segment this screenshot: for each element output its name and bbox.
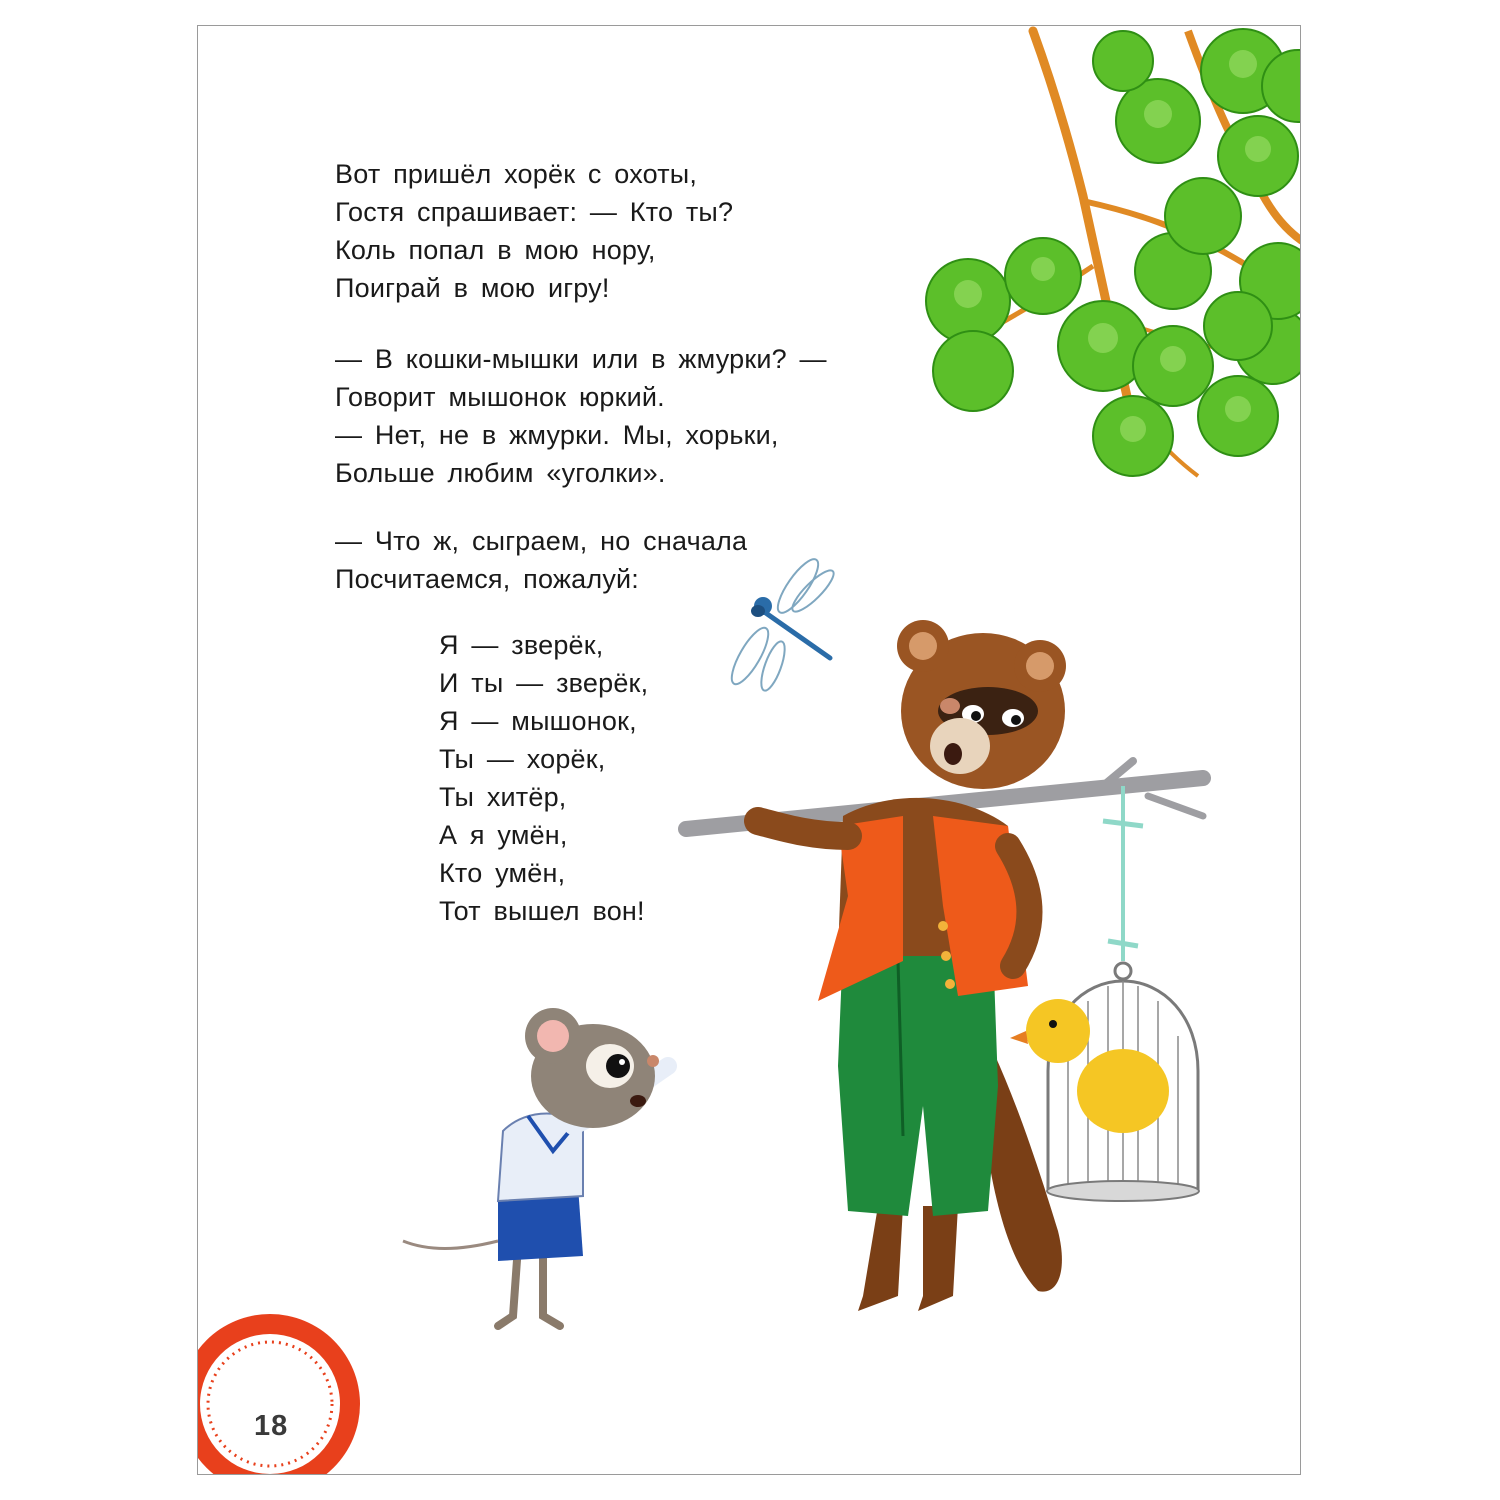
rhyme-line: И ты — зверёк, xyxy=(439,668,649,698)
pine-branch xyxy=(926,29,1301,476)
poem-stanza-2 xyxy=(335,340,827,492)
rhyme-line: А я умён, xyxy=(439,820,568,850)
book-page xyxy=(197,25,1301,1475)
poem-line: Говорит мышонок юркий. xyxy=(335,382,665,412)
rhyme-line: Ты — хорёк, xyxy=(439,744,606,774)
poem-line: Гостя спрашивает: — Кто ты? xyxy=(335,197,734,227)
page-number-badge xyxy=(198,1314,360,1475)
poem-line: Коль попал в мою нору, xyxy=(335,235,656,265)
mouse-in-sailor-shirt xyxy=(403,1008,668,1326)
poem-line: Посчитаемся, пожалуй: xyxy=(335,564,639,594)
poem-stanza-1 xyxy=(335,155,733,307)
poem-stanza-3 xyxy=(335,522,747,598)
poem-line: Больше любим «уголки». xyxy=(335,458,666,488)
page-number: 18 xyxy=(254,1410,289,1442)
poem-line: Вот пришёл хорёк с охоты, xyxy=(335,159,698,189)
birdcage-with-chick xyxy=(1010,786,1199,1201)
rhyme-line: Ты хитёр, xyxy=(439,782,567,812)
poem-line: — Что ж, сыграем, но сначала xyxy=(335,526,748,556)
poem-line: — Нет, не в жмурки. Мы, хорьки, xyxy=(335,420,779,450)
rhyme-line: Я — мышонок, xyxy=(439,706,637,736)
ferret-with-stick xyxy=(758,620,1066,1311)
rhyme-line: Я — зверёк, xyxy=(439,630,604,660)
poem-line: — В кошки-мышки или в жмурки? — xyxy=(335,344,827,374)
rhyme-line: Тот вышел вон! xyxy=(439,896,645,926)
rhyme-line: Кто умён, xyxy=(439,858,566,888)
poem-line: Поиграй в мою игру! xyxy=(335,273,610,303)
counting-rhyme xyxy=(439,626,648,930)
